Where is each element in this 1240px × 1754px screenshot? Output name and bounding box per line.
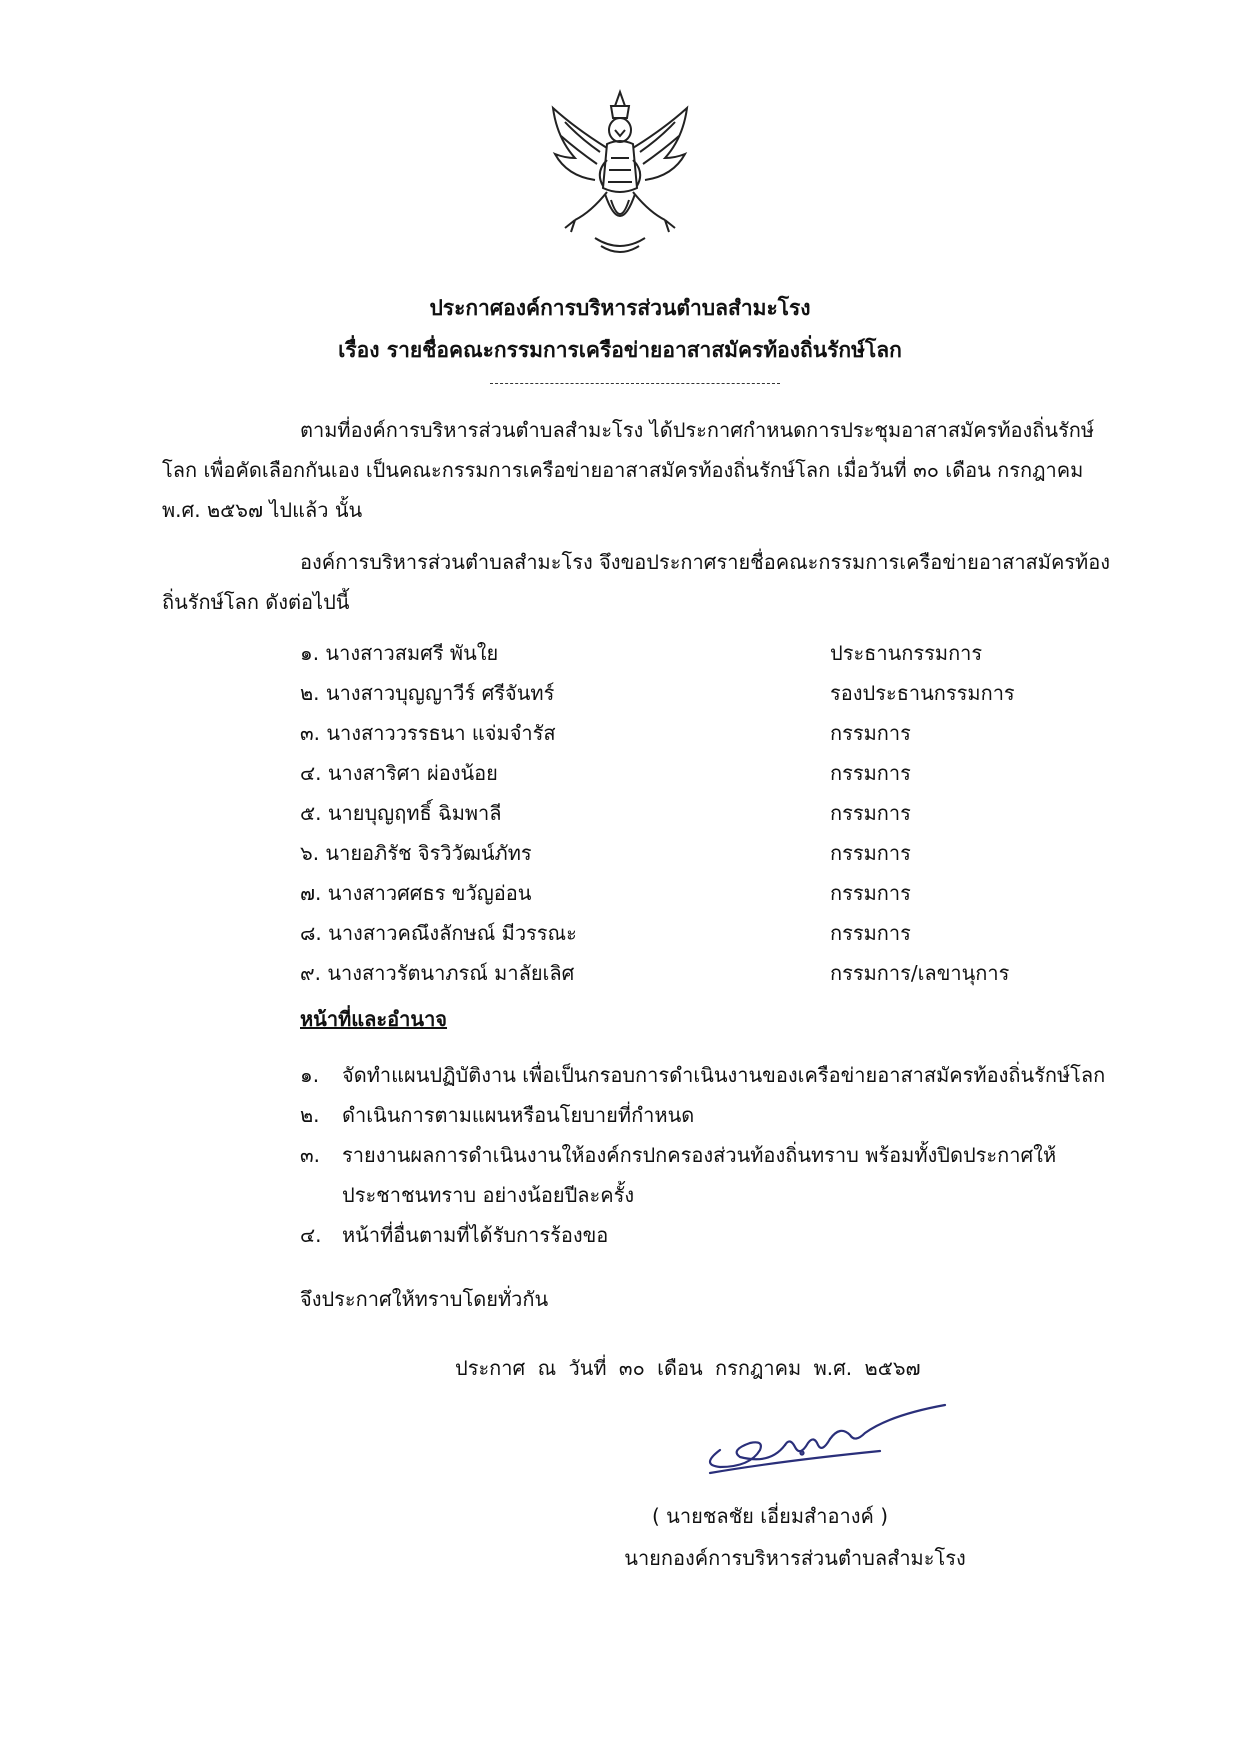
member-row [300,833,1120,873]
intro-paragraph [162,410,1112,530]
member-row [300,713,1120,753]
member-name: ๙. นางสาวรัตนาภรณ์ มาลัยเลิศ [300,961,575,985]
member-name: ๓. นางสาววรรธนา แจ่มจำรัส [300,721,556,745]
member-role: กรรมการ [830,921,911,945]
member-role: กรรมการ [830,881,911,905]
member-role: กรรมการ [830,761,911,785]
duty-number: ๑. [300,1063,320,1087]
announcement-title: ประกาศองค์การบริหารส่วนตำบลสำมะโรง [429,296,811,320]
duties-heading: หน้าที่และอำนาจ [300,1007,448,1031]
duty-number: ๒. [300,1103,320,1127]
member-row [300,633,1120,673]
member-role: กรรมการ [830,721,911,745]
member-name: ๖. นายอภิรัช จิรวิวัฒน์ภัทร [300,841,532,865]
closing-statement: จึงประกาศให้ทราบโดยทั่วกัน [300,1287,549,1311]
announcement-date: ประกาศ ณ วันที่ ๓๐ เดือน กรกฎาคม พ.ศ. ๒๕๖๗ [455,1356,921,1380]
duty-text: ดำเนินการตามแผนหรือนโยบายที่กำหนด [342,1103,695,1127]
duty-number: ๓. [300,1143,321,1167]
member-role: กรรมการ/เลขานุการ [830,961,1010,985]
member-row [300,913,1120,953]
member-row [300,873,1120,913]
member-row [300,753,1120,793]
duty-number: ๔. [300,1223,322,1247]
member-name: ๕. นายบุญฤทธิ์ ฉิมพาลี [300,801,502,825]
garuda-emblem-icon [545,88,695,258]
member-row [300,673,1120,713]
duty-text: หน้าที่อื่นตามที่ได้รับการร้องขอ [342,1223,609,1247]
member-row [300,793,1120,833]
member-name: ๔. นางสาริศา ผ่องน้อย [300,761,498,785]
member-name: ๗. นางสาวศศธร ขวัญอ่อน [300,881,532,905]
member-row [300,953,1120,993]
member-role: กรรมการ [830,841,911,865]
member-name: ๘. นางสาวคณึงลักษณ์ มีวรรณะ [300,921,577,945]
member-role: ประธานกรรมการ [830,641,983,665]
member-name: ๒. นางสาวบุญญาวีร์ ศรีจันทร์ [300,681,555,705]
title-divider [490,383,780,384]
intro-paragraph-text: ตามที่องค์การบริหารส่วนตำบลสำมะโรง ได้ประกาศกำหนดการประชุมอาสาสมัครท้องถิ่นรักษ์โลก เพื่อคัดเลือกกันเอง เป็นคณะกรรมการเครือข่ายอาสาสมัครท้องถิ่นรักษ์โลก เมื่อวันที่ ๓๐ เดือน กรกฎาคม พ.ศ. ๒๕๖๗ ไปแล้ว นั้น [162,418,1095,522]
announcement-subject: เรื่อง รายชื่อคณะกรรมการเครือข่ายอาสาสมัครท้องถิ่นรักษ์โลก [338,338,902,362]
member-role: รองประธานกรรมการ [830,681,1015,705]
signer-name: ( นายชลชัย เอี่ยมสำอางค์ ) [652,1504,888,1528]
announcement-paragraph-text: องค์การบริหารส่วนตำบลสำมะโรง จึงขอประกาศรายชื่อคณะกรรมการเครือข่ายอาสาสมัครท้องถิ่นรักษ์โลก ดังต่อไปนี้ [162,550,1111,614]
announcement-paragraph [162,542,1112,622]
member-role: กรรมการ [830,801,911,825]
member-name: ๑. นางสาวสมศรี พันใย [300,641,499,665]
handwritten-signature-icon [690,1395,970,1485]
duty-text: จัดทำแผนปฏิบัติงาน เพื่อเป็นกรอบการดำเนินงานของเครือข่ายอาสาสมัครท้องถิ่นรักษ์โลก [342,1063,1106,1087]
signer-position: นายกองค์การบริหารส่วนตำบลสำมะโรง [624,1546,966,1570]
duty-text: รายงานผลการดำเนินงานให้องค์กรปกครองส่วนท้องถิ่นทราบ พร้อมทั้งปิดประกาศให้ประชาชนทราบ อย่างน้อยปีละครั้ง [342,1143,1057,1207]
